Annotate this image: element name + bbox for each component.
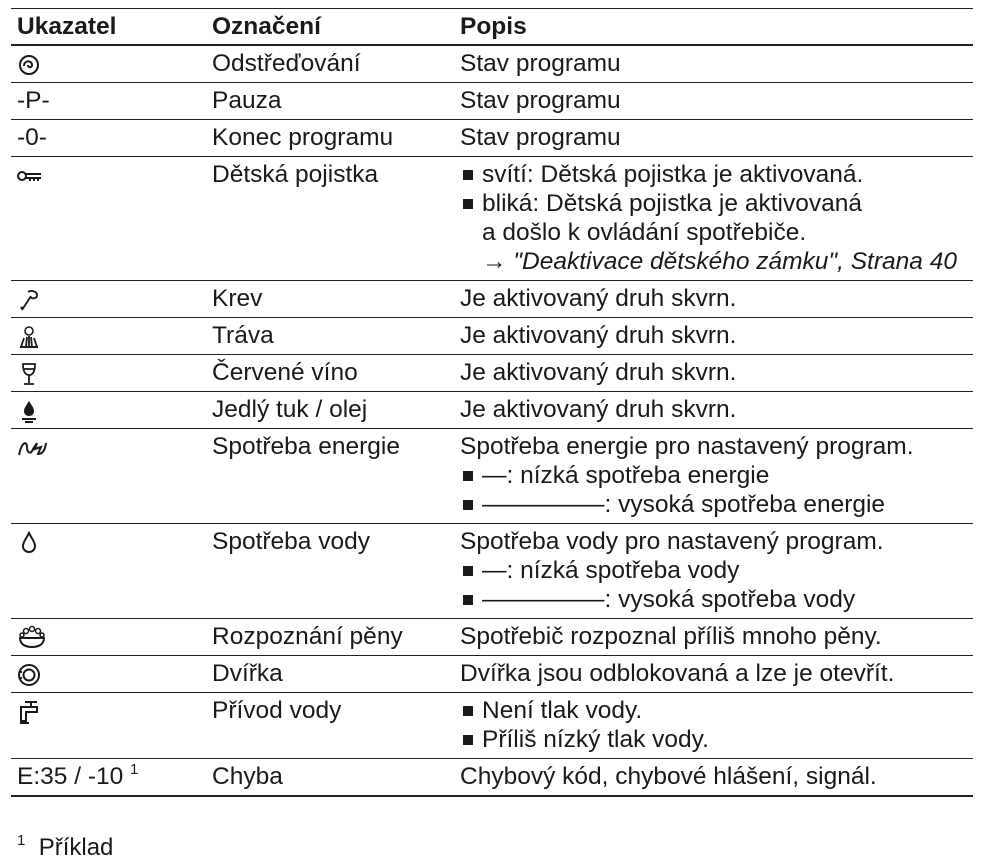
bullet-item: —————: vysoká spotřeba vody <box>460 585 967 614</box>
table-row <box>11 619 973 656</box>
description-cell <box>454 429 973 524</box>
description-cell: Chybový kód, chybové hlášení, signál. <box>454 759 973 797</box>
error-code: E:35 / -10 <box>17 763 124 790</box>
header-description: Popis <box>454 9 973 46</box>
bullet-item: —: nízká spotřeba energie <box>460 461 967 490</box>
bullet-item: bliká: Dětská pojistka je aktivovaná <box>460 189 967 218</box>
indicator-cell <box>11 656 206 693</box>
table-row <box>11 693 973 759</box>
indicator-cell <box>11 281 206 318</box>
grass-icon <box>17 324 41 350</box>
bullet-item: —: nízká spotřeba vody <box>460 556 967 585</box>
indicator-cell <box>11 619 206 656</box>
indicator-cell: -0- <box>11 120 206 157</box>
table-row <box>11 83 973 120</box>
indicator-cell <box>11 524 206 619</box>
indicator-cell <box>11 45 206 83</box>
bullet-item: Není tlak vody. <box>460 696 967 725</box>
table-row <box>11 355 973 392</box>
name-cell: Tráva <box>206 318 454 355</box>
blood-drop-icon <box>17 287 41 313</box>
cross-reference-link[interactable]: → "Deaktivace dětského zámku", Strana 40 <box>482 248 957 275</box>
name-cell: Jedlý tuk / olej <box>206 392 454 429</box>
indicator-cell <box>11 392 206 429</box>
name-cell: Dvířka <box>206 656 454 693</box>
name-cell: Rozpoznání pěny <box>206 619 454 656</box>
indicator-cell: -P- <box>11 83 206 120</box>
wine-glass-icon <box>17 361 41 387</box>
description-cell <box>454 157 973 281</box>
bullet-item: —————: vysoká spotřeba energie <box>460 490 967 519</box>
table-row <box>11 656 973 693</box>
name-cell: Přívod vody <box>206 693 454 759</box>
table-row <box>11 157 973 281</box>
name-cell: Odstřeďování <box>206 45 454 83</box>
indicator-cell <box>11 157 206 281</box>
description-cell: Je aktivovaný druh skvrn. <box>454 355 973 392</box>
description-cell <box>454 693 973 759</box>
spin-icon <box>17 52 41 78</box>
header-name: Označení <box>206 9 454 46</box>
indicator-cell <box>11 759 206 797</box>
description-cell: Stav programu <box>454 120 973 157</box>
indicator-cell <box>11 693 206 759</box>
header-indicator: Ukazatel <box>11 9 206 46</box>
footnote-number: 1 <box>17 832 26 849</box>
name-cell: Červené víno <box>206 355 454 392</box>
table-row <box>11 318 973 355</box>
table-row <box>11 392 973 429</box>
name-cell: Spotřeba energie <box>206 429 454 524</box>
water-drop-icon <box>17 530 41 556</box>
indicator-cell <box>11 318 206 355</box>
name-cell: Krev <box>206 281 454 318</box>
description-cell: Je aktivovaný druh skvrn. <box>454 318 973 355</box>
water-tap-icon <box>17 699 41 725</box>
table-row <box>11 759 973 797</box>
key-icon <box>17 163 41 189</box>
footnote <box>17 833 113 862</box>
table-header-row <box>11 9 973 46</box>
name-cell: Konec programu <box>206 120 454 157</box>
description-cell: Dvířka jsou odblokovaná a lze je otevřít. <box>454 656 973 693</box>
description-cell: Stav programu <box>454 45 973 83</box>
name-cell: Spotřeba vody <box>206 524 454 619</box>
oil-drop-icon <box>17 398 41 424</box>
footnote-mark: 1 <box>130 761 139 778</box>
description-cell: Je aktivovaný druh skvrn. <box>454 392 973 429</box>
name-cell: Pauza <box>206 83 454 120</box>
description-cell <box>454 524 973 619</box>
indicator-cell <box>11 429 206 524</box>
foam-icon <box>17 625 47 651</box>
table-row <box>11 524 973 619</box>
name-cell: Dětská pojistka <box>206 157 454 281</box>
table-row <box>11 45 973 83</box>
description-cell: Je aktivovaný druh skvrn. <box>454 281 973 318</box>
description-text: Spotřeba vody pro nastavený program. <box>460 528 884 555</box>
bullet-item: svítí: Dětská pojistka je aktivovaná. <box>460 160 967 189</box>
description-cell: Spotřebič rozpoznal příliš mnoho pěny. <box>454 619 973 656</box>
table-row <box>11 281 973 318</box>
energy-icon <box>17 435 49 461</box>
name-cell: Chyba <box>206 759 454 797</box>
description-text: Spotřeba energie pro nastavený program. <box>460 433 914 460</box>
door-icon <box>17 662 41 688</box>
footnote-text: Příklad <box>38 834 114 861</box>
table-row <box>11 429 973 524</box>
table-row <box>11 120 973 157</box>
bullet-continuation: a došlo k ovládání spotřebiče. <box>482 219 807 246</box>
indicator-cell <box>11 355 206 392</box>
indicator-table <box>11 8 973 797</box>
bullet-item: Příliš nízký tlak vody. <box>460 725 967 754</box>
description-cell: Stav programu <box>454 83 973 120</box>
